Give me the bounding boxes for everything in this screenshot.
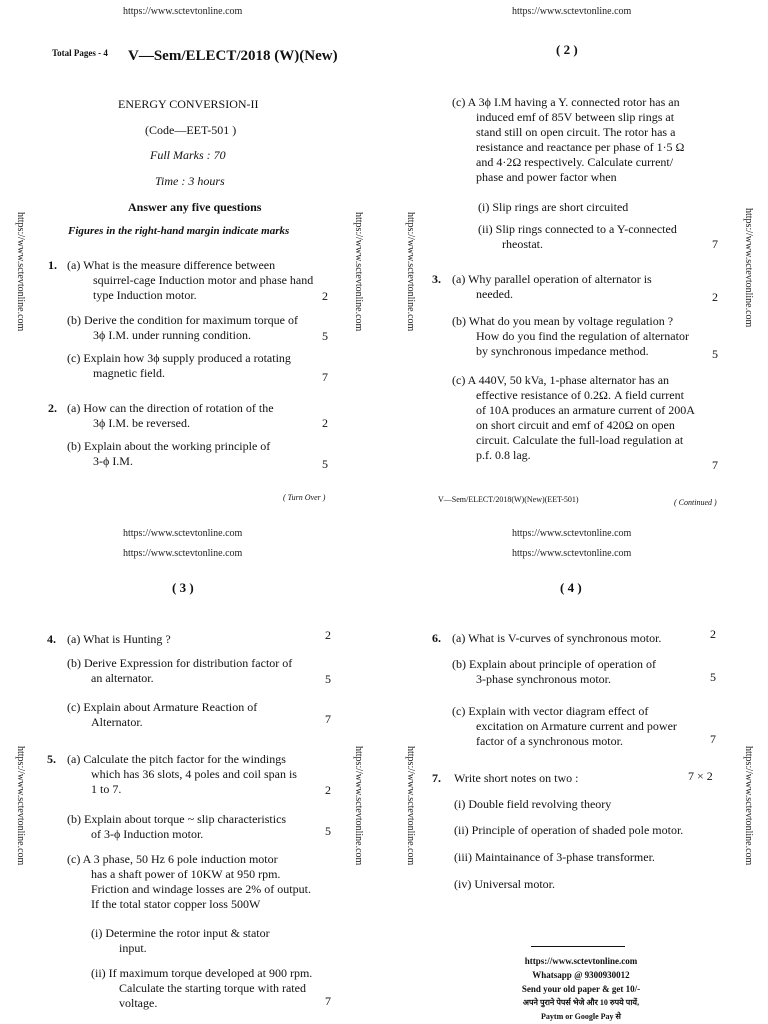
q4b-mark: 5 [325,672,331,686]
footer-code: V—Sem/ELECT/2018(W)(New)(EET-501) [438,495,579,504]
q2c-ii: (ii) Slip rings connected to a Y-connected rheostat. [478,222,677,251]
q6a-text: (a) What is V-curves of synchronous motor. [452,631,662,645]
q5c-mark: 7 [325,994,331,1008]
q7-item-iv: (iv) Universal motor. [454,877,555,891]
q5c-i: (i) Determine the rotor input & stator input. [91,926,270,955]
subject-code: (Code—EET-501 ) [145,123,237,137]
q7-item-ii: (ii) Principle of operation of shaded pole motor. [454,823,684,837]
q3b-mark: 5 [712,347,718,361]
promo-divider [531,946,625,947]
q1a-text: (a) What is the measure difference between squirrel-cage Induction motor and phase hand type Induction motor. [67,258,314,302]
page2-number: ( 2 ) [556,42,578,57]
q7-number: 7. [432,771,441,785]
paper-code: V—Sem/ELECT/2018 (W)(New) [128,48,338,64]
q4-number: 4. [47,632,56,646]
q3-number: 3. [432,272,441,286]
q5a-mark: 2 [325,783,331,797]
mid-url-2[interactable]: https://www.sctevtonline.com [123,548,243,559]
time: Time : 3 hours [155,174,225,188]
mid-url-4[interactable]: https://www.sctevtonline.com [512,548,632,559]
figures-note: Figures in the right-hand margin indicate marks [68,225,290,237]
margin-url-4[interactable]: https://www.sctevtonline.com [743,208,754,328]
instruction: Answer any five questions [128,200,262,214]
q4a-text: (a) What is Hunting ? [67,632,171,646]
full-marks: Full Marks : 70 [150,148,226,162]
q4c-text: (c) Explain about Armature Reaction of Alternator. [67,700,258,729]
q6a-mark: 2 [710,627,716,641]
q7-text: Write short notes on two : [454,771,579,785]
q2b-text: (b) Explain about the working principle of 3-ϕ I.M. [67,439,271,468]
q3a-mark: 2 [712,290,718,304]
q1a-mark: 2 [322,289,328,303]
promo-hindi: अपने पुराने पेपर्स भेजे और 10 रुपये पायें, [522,998,640,1007]
q6b-mark: 5 [710,670,716,684]
q6c-mark: 7 [710,732,716,746]
mid-url-1[interactable]: https://www.sctevtonline.com [123,528,243,539]
subject-title: ENERGY CONVERSION-II [118,97,259,111]
continued: ( Continued ) [674,498,717,507]
margin-url-1[interactable]: https://www.sctevtonline.com [15,212,26,332]
q6c-text: (c) Explain with vector diagram effect of excitation on Armature current and power factor of a synchronous motor. [452,704,677,748]
header-url-left[interactable]: https://www.sctevtonline.com [123,6,243,17]
promo-block [470,954,692,1024]
q5-number: 5. [47,752,56,766]
margin-url-8[interactable]: https://www.sctevtonline.com [743,746,754,866]
q2b-mark: 5 [322,457,328,471]
q2a-mark: 2 [322,416,328,430]
q5b-text: (b) Explain about torque ~ slip characteristics of 3-ϕ Induction motor. [67,812,287,841]
q6-number: 6. [432,631,441,645]
q1b-text: (b) Derive the condition for maximum torque of 3ϕ I.M. under running condition. [67,313,298,342]
q3c-mark: 7 [712,458,718,472]
promo-whatsapp: Whatsapp @ 9300930012 [532,970,630,980]
q4c-mark: 7 [325,712,331,726]
q3a-text: (a) Why parallel operation of alternator is needed. [452,272,652,301]
q1c-text: (c) Explain how 3ϕ supply produced a rotating magnetic field. [67,351,291,380]
q3c-text: (c) A 440V, 50 kVa, 1-phase alternator has an effective resistance of 0.2Ω. A field current of 10A produces an armature current of 200A on short circuit and emf of 420Ω on open circuit. Calculate the full-load regulation at p.f. 0.8 lag. [452,373,695,462]
q6b-text: (b) Explain about principle of operation of 3-phase synchronous motor. [452,657,656,686]
q2c-mark: 7 [712,237,718,251]
q1-number: 1. [48,258,57,272]
q5b-mark: 5 [325,824,331,838]
total-pages: Total Pages - 4 [52,48,108,58]
q5c-ii: (ii) If maximum torque developed at 900 rpm. Calculate the starting torque with rated voltage. [91,966,313,1010]
q7-item-iii: (iii) Maintainance of 3-phase transformer. [454,850,655,864]
mid-url-3[interactable]: https://www.sctevtonline.com [512,528,632,539]
q3b-text: (b) What do you mean by voltage regulation ? How do you find the regulation of alternator by synchronous impedance method. [452,314,689,358]
q1b-mark: 5 [322,329,328,343]
margin-url-2[interactable]: https://www.sctevtonline.com [353,212,364,332]
q7-item-i: (i) Double field revolving theory [454,797,612,811]
q1c-mark: 7 [322,370,328,384]
promo-payment: Paytm or Google Pay से [541,1012,621,1021]
margin-url-7[interactable]: https://www.sctevtonline.com [405,746,416,866]
margin-url-6[interactable]: https://www.sctevtonline.com [353,746,364,866]
margin-url-5[interactable]: https://www.sctevtonline.com [15,746,26,866]
header-url-right[interactable]: https://www.sctevtonline.com [512,6,632,17]
turn-over: ( Turn Over ) [283,493,326,502]
q5c-text: (c) A 3 phase, 50 Hz 6 pole induction motor has a shaft power of 10KW at 950 rpm. Friction and windage losses are 2% of output. If the total stator copper loss 500W [67,852,311,911]
q2c-text: (c) A 3ϕ I.M having a Y. connected rotor has an induced emf of 85V between slip rings at stand still on open circuit. The rotor has a resistance and reactance per phase of 1·5 Ω and 4·2Ω respectively. Calculate current/ phase and power factor when [452,95,685,184]
q2c-i: (i) Slip rings are short circuited [478,200,629,214]
q5a-text: (a) Calculate the pitch factor for the windings which has 36 slots, 4 poles and coil span is 1 to 7. [67,752,297,796]
promo-url[interactable]: https://www.sctevtonline.com [524,956,638,966]
page3-number: ( 3 ) [172,580,194,595]
q2a-text: (a) How can the direction of rotation of the 3ϕ I.M. be reversed. [67,401,274,430]
promo-offer: Send your old paper & get 10/- [521,984,641,994]
q4a-mark: 2 [325,628,331,642]
q4b-text: (b) Derive Expression for distribution factor of an alternator. [67,656,293,685]
page4-number: ( 4 ) [560,580,582,595]
q7-mark: 7 × 2 [688,769,713,783]
q2-number: 2. [48,401,57,415]
margin-url-3[interactable]: https://www.sctevtonline.com [405,212,416,332]
